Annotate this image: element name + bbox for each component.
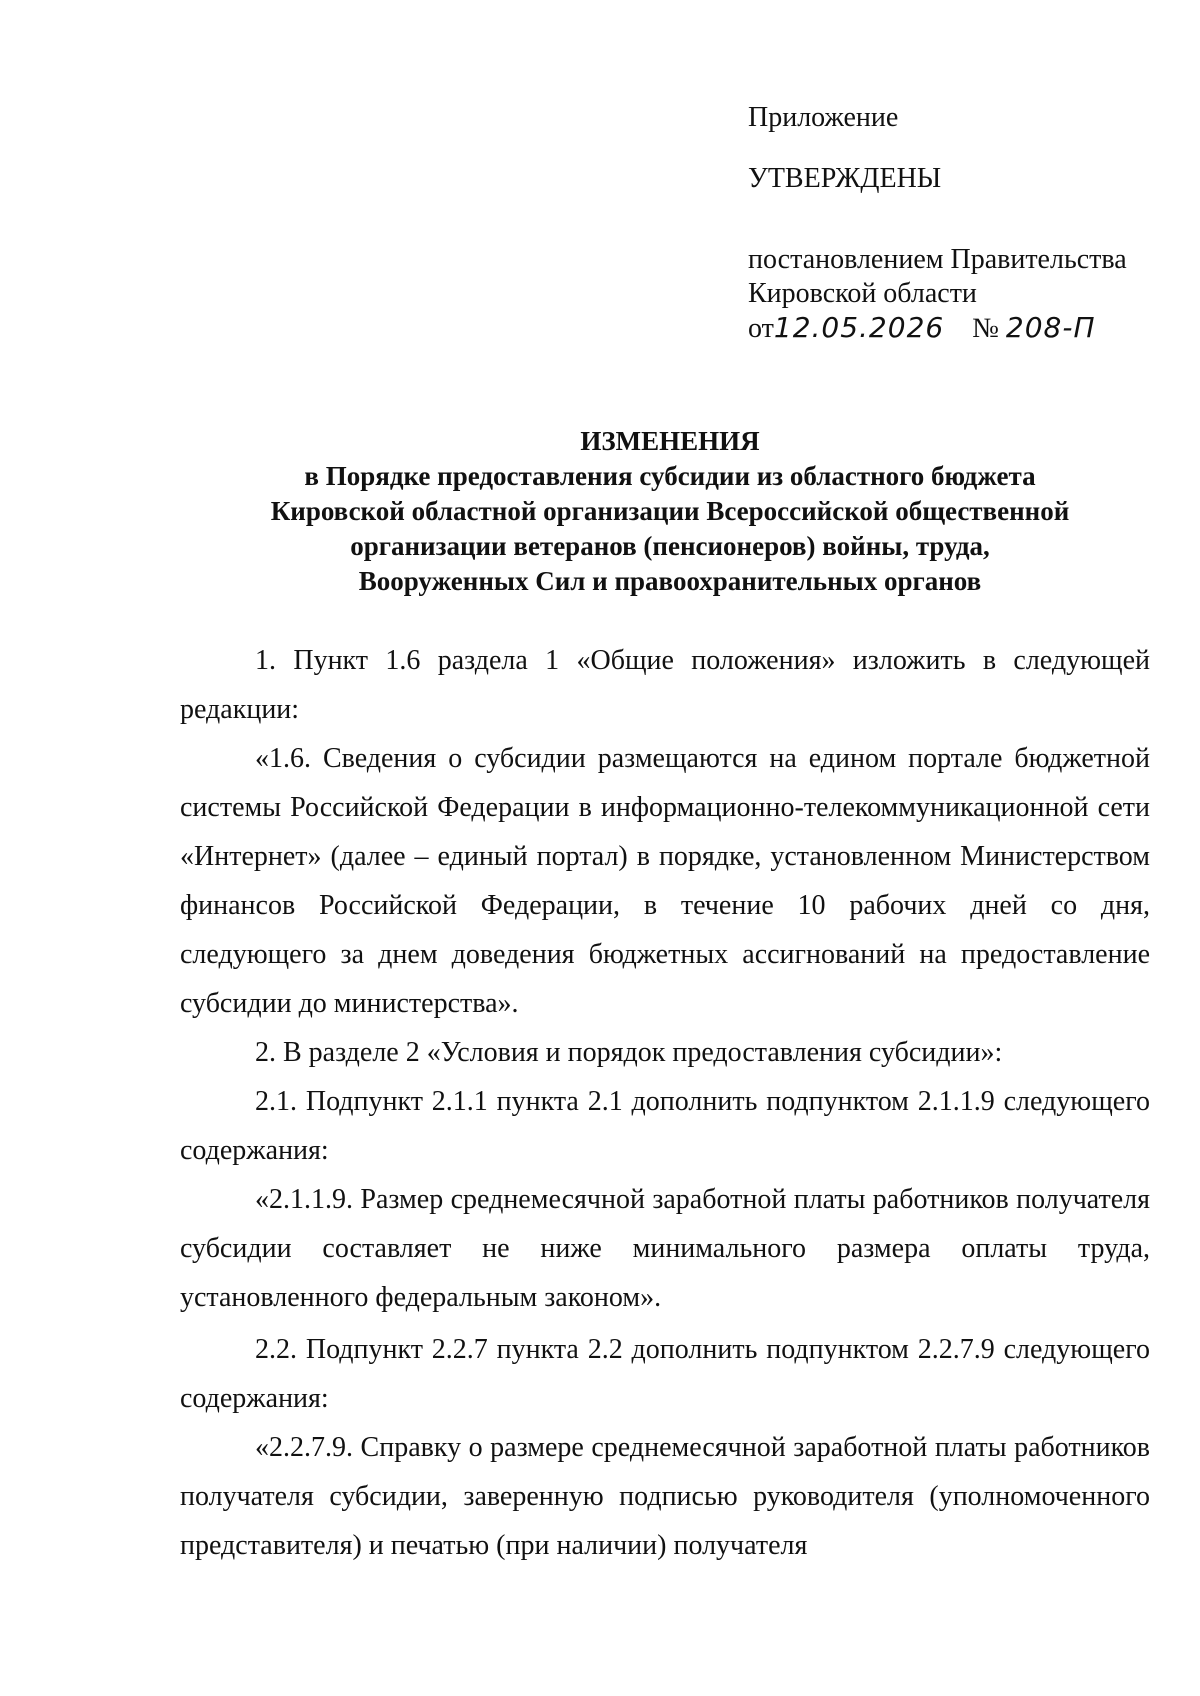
paragraph-1-6-text: «1.6. Сведения о субсидии размещаются на едином портале бюджетной системы Российской Федерации в информационно-телекоммуникационной сети «Интернет» (далее – единый портал) в порядке, установленном Министерством финансов Российской Федерации, в течение 10 рабочих дней со дня, следующего за днем доведения бюджетных ассигнований на предоставление субсидии до министерства». xyxy=(180,743,1150,1019)
decree-number: 208-П xyxy=(1005,311,1096,344)
paragraph-2-2: 2.2. Подпункт 2.2.7 пункта 2.2 дополнить подпунктом 2.2.7.9 следующего содержания: xyxy=(180,1334,1150,1414)
paragraph-2: 2. В разделе 2 «Условия и порядок предоставления субсидии»: xyxy=(255,1037,1003,1068)
approved-label: УТВЕРЖДЕНЫ xyxy=(748,163,942,194)
document-title xyxy=(180,424,1160,599)
decree-line-1: постановлением Правительства xyxy=(748,244,1127,275)
paragraph-1: 1. Пункт 1.6 раздела 1 «Общие положения» изложить в следующей редакции: xyxy=(180,645,1150,725)
title-line-3: организации ветеранов (пенсионеров) войны, труда, xyxy=(350,531,990,561)
date-prefix: от xyxy=(748,313,774,344)
decree-date: 12.05.2026 xyxy=(773,311,945,344)
title-heading: ИЗМЕНЕНИЯ xyxy=(580,426,760,456)
paragraph-2-2-7-9-text: «2.2.7.9. Справку о размере среднемесячной заработной платы работников получателя субсидии, заверенную подписью руководителя (уполномоченного представителя) и печатью (при наличии) получателя xyxy=(180,1432,1150,1561)
paragraph-2-1-1-9-text: «2.1.1.9. Размер среднемесячной заработной платы работников получателя субсидии составляет не ниже минимального размера оплаты труда, установленного федеральным законом». xyxy=(180,1184,1150,1313)
title-line-1: в Порядке предоставления субсидии из областного бюджета xyxy=(304,461,1036,491)
decree-line-2: Кировской области xyxy=(748,278,977,309)
document-body xyxy=(180,636,1150,1570)
annex-label: Приложение xyxy=(748,102,899,133)
paragraph-2-1: 2.1. Подпункт 2.1.1 пункта 2.1 дополнить подпунктом 2.1.1.9 следующего содержания: xyxy=(180,1086,1150,1166)
decree-reference xyxy=(748,243,1127,346)
title-line-2: Кировской областной организации Всероссийской общественной xyxy=(270,496,1070,526)
date-number-line xyxy=(748,311,1127,346)
title-line-4: Вооруженных Сил и правоохранительных органов xyxy=(358,566,982,596)
number-prefix: № xyxy=(972,313,999,344)
